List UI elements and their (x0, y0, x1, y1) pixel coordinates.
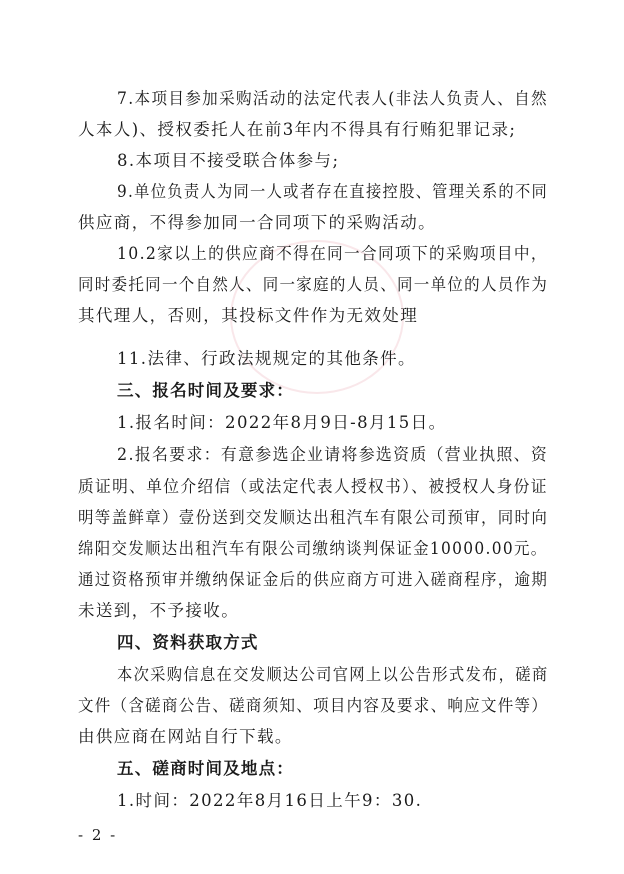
text-line: 质证明、单位介绍信（或法定代表人授权书）、被授权人身份证 (78, 477, 548, 496)
section-heading: 四、资料获取方式 (117, 633, 259, 652)
text-line: 供应商，不得参加同一合同项下的采购活动。 (78, 213, 436, 232)
text-line: 文件（含磋商公告、磋商须知、项目内容及要求、响应文件等） (78, 696, 549, 715)
text-line: 其代理人，否则，其投标文件作为无效处理 (78, 306, 419, 325)
text-line: 明等盖鲜章）壹份送到交发顺达出租汽车有限公司预审，同时向 (78, 508, 549, 527)
text-line: 10.2家以上的供应商不得在同一合同项下的采购项目中， (117, 244, 548, 263)
text-line: 通过资格预审并缴纳保证金后的供应商方可进入磋商程序，逾期 (78, 570, 549, 589)
text-line: 同时委托同一个自然人、同一家庭的人员、同一单位的人员作为 (78, 275, 549, 294)
text-line: 1.报名时间：2022年8月9日-8月15日。 (117, 413, 447, 432)
text-line: 2.报名要求：有意参选企业请将参选资质（营业执照、资 (117, 445, 549, 464)
text-line: 11.法律、行政法规规定的其他条件。 (117, 349, 416, 368)
text-line: 未送到，不予接收。 (78, 601, 240, 620)
text-line: 1.时间：2022年8月16日上午9：30. (117, 791, 423, 810)
page-number: - 2 - (78, 826, 118, 844)
text-line: 由供应商在网站自行下载。 (78, 727, 293, 746)
text-line: 绵阳交发顺达出租汽车有限公司缴纳谈判保证金10000.00元。 (78, 539, 548, 558)
section-heading: 三、报名时间及要求： (117, 381, 294, 400)
text-line: 8.本项目不接受联合体参与; (117, 151, 340, 170)
text-line: 人本人)、授权委托人在前3年内不得具有行贿犯罪记录; (78, 120, 517, 139)
text-line: 9.单位负责人为同一人或者存在直接控股、管理关系的不同 (117, 182, 549, 201)
section-heading: 五、磋商时间及地点： (117, 759, 294, 778)
text-line: 本次采购信息在交发顺达公司官网上以公告形式发布，磋商 (117, 665, 549, 684)
text-line: 7.本项目参加采购活动的法定代表人(非法人负责人、自然 (117, 89, 548, 108)
